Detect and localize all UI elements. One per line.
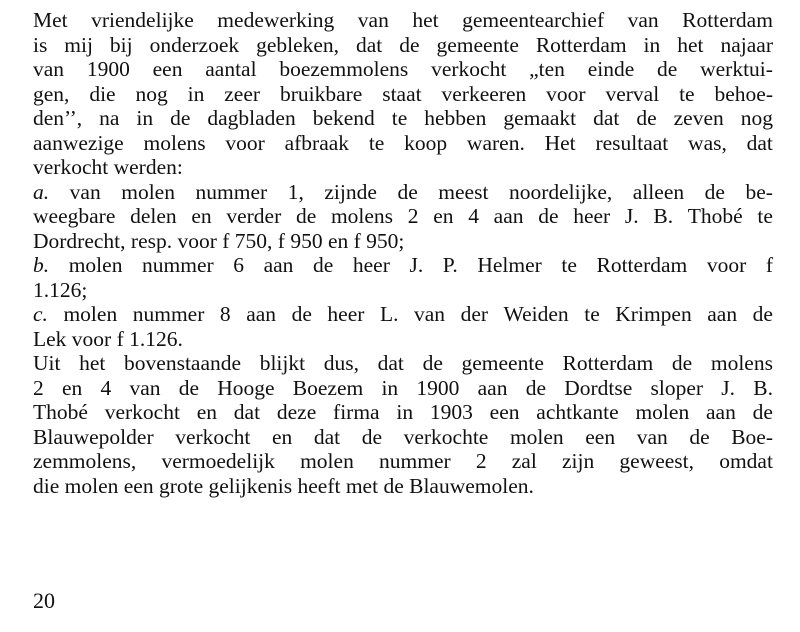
text-line: den’’, na in de dagbladen bekend te hebben gemaakt dat de zeven nog <box>33 106 773 130</box>
text-line: a. van molen nummer 1, zijnde de meest noordelijke, alleen de be- <box>33 179 773 204</box>
text-line: verkocht werden: <box>33 155 183 179</box>
list-marker: b. <box>33 253 50 277</box>
text-line: Thobé verkocht en dat deze firma in 1903 een achtkante molen aan de <box>33 400 773 424</box>
text-line: Blauwepolder verkocht en dat de verkochte molen een van de Boe- <box>33 424 773 449</box>
list-marker: c. <box>33 302 48 326</box>
text-line: c. molen nummer 8 aan de heer L. van der Weiden te Krimpen aan de <box>33 302 773 326</box>
text-line: zemmolens, vermoedelijk molen nummer 2 zal zijn geweest, omdat <box>33 449 773 473</box>
text-line: die molen een grote gelijkenis heeft met de Blauwemolen. <box>33 473 534 498</box>
text-line: 2 en 4 van de Hooge Boezem in 1900 aan de Dordtse sloper J. B. <box>33 375 773 400</box>
text-line: 1.126; <box>33 277 88 302</box>
text-line: van 1900 een aantal boezemmolens verkocht „ten einde de werktui- <box>33 57 773 81</box>
text-line: Met vriendelijke medewerking van het gemeentearchief van Rotterdam <box>33 8 773 32</box>
text-line: aanwezige molens voor afbraak te koop waren. Het resultaat was, dat <box>33 130 773 155</box>
text-line: b. molen nummer 6 aan de heer J. P. Helmer te Rotterdam voor f <box>33 253 773 277</box>
list-marker: a. <box>33 179 50 204</box>
text-line: gen, die nog in zeer bruikbare staat verkeeren voor verval te behoe- <box>33 81 773 106</box>
body-text <box>33 8 773 498</box>
text-line: weegbare delen en verder de molens 2 en 4 aan de heer J. B. Thobé te <box>33 204 773 228</box>
page-number: 20 <box>33 588 55 613</box>
text-line: Lek voor f 1.126. <box>33 326 183 351</box>
text-line: is mij bij onderzoek gebleken, dat de gemeente Rotterdam in het najaar <box>33 32 773 57</box>
text-line: Uit het bovenstaande blijkt dus, dat de gemeente Rotterdam de molens <box>33 351 773 375</box>
text-line: Dordrecht, resp. voor f 750, f 950 en f 950; <box>33 228 405 253</box>
